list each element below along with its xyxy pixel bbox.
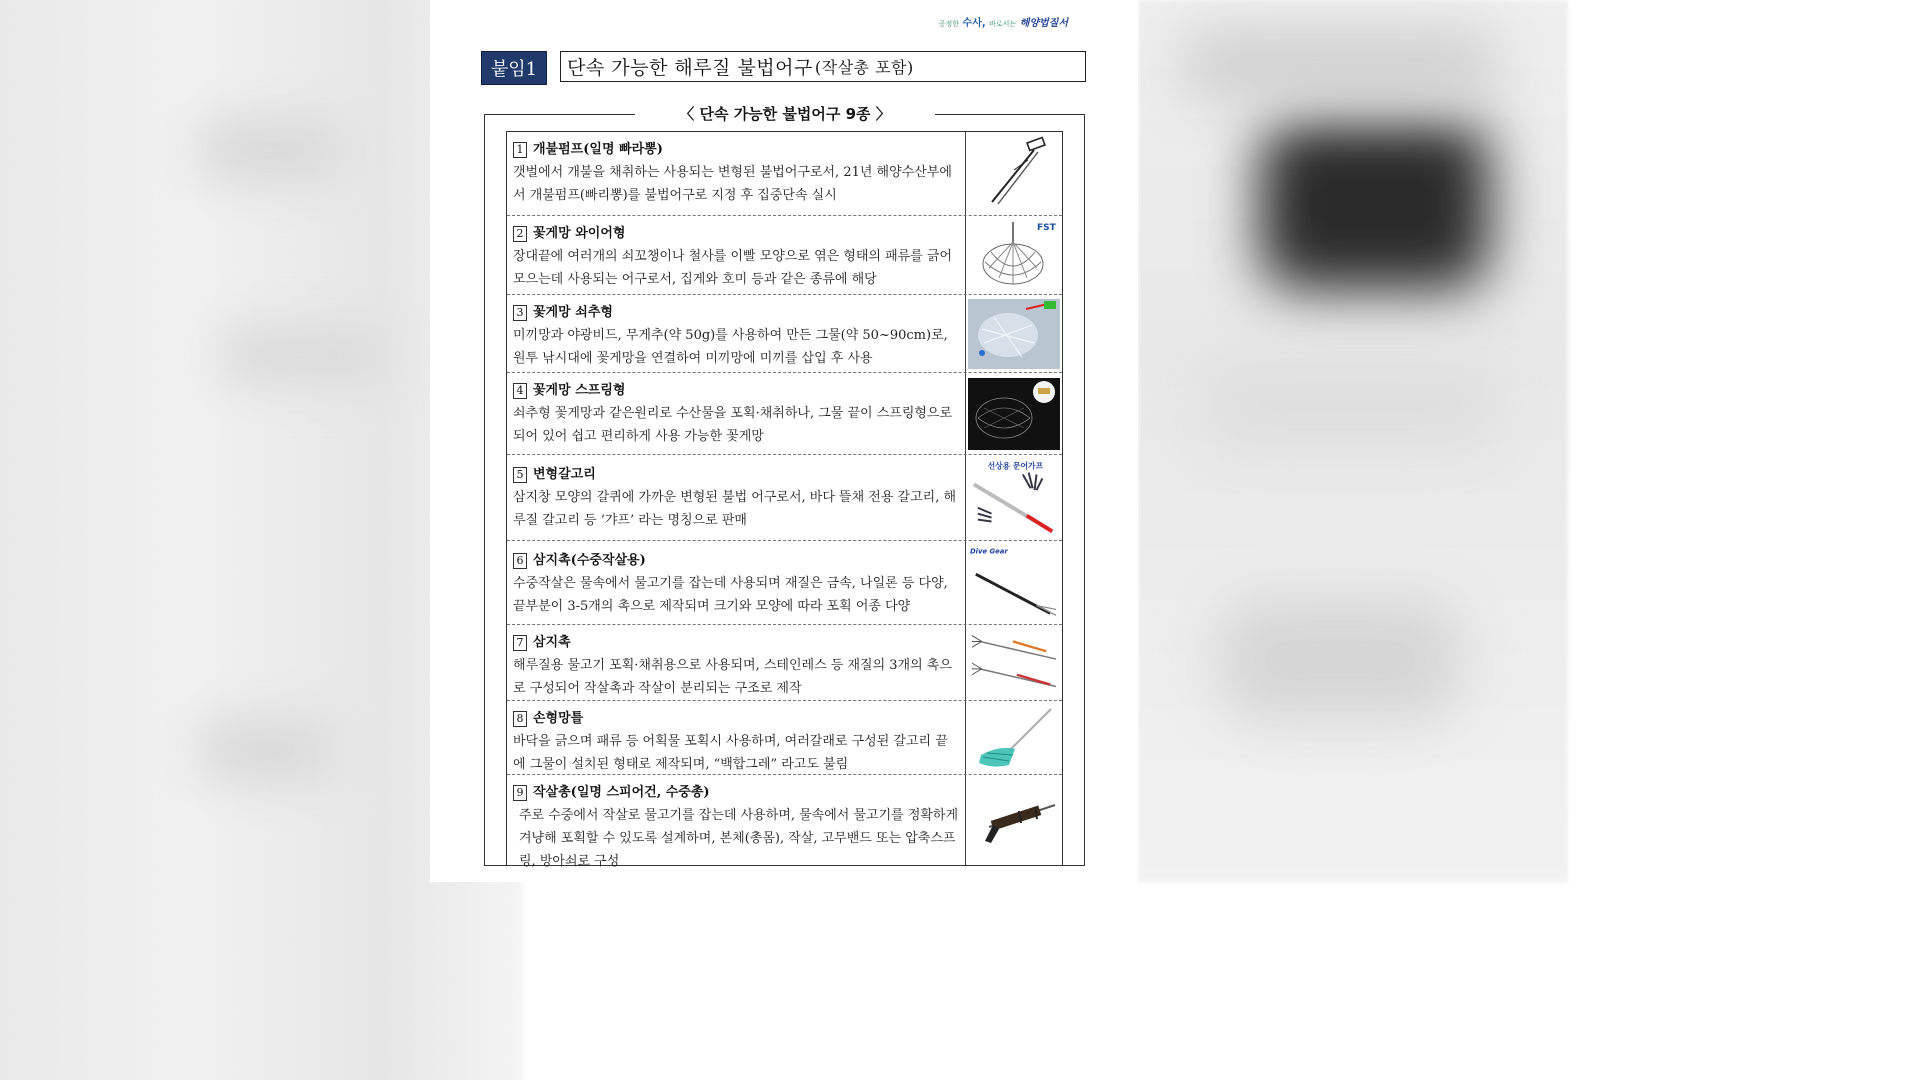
row-title bbox=[513, 222, 959, 245]
row-text bbox=[507, 625, 966, 700]
row-description: 바닥을 긁으며 패류 등 어획물 포획시 사용하며, 여러갈래로 구성된 갈고리 끝에 그물이 설치된 형태로 제작되며, “백합그레” 라고도 불림 bbox=[513, 734, 948, 772]
speargun-icon bbox=[966, 775, 1062, 865]
row-title-text: 손형망틀 bbox=[533, 711, 584, 726]
page-title-main: 단속 가능한 해루질 불법어구 bbox=[567, 57, 813, 79]
row-text bbox=[507, 541, 966, 624]
row-title bbox=[513, 707, 959, 730]
row-number: 3 bbox=[513, 305, 527, 321]
row-number: 5 bbox=[513, 467, 527, 483]
row-description: 주로 수중에서 작살로 물고기를 잡는데 사용하며, 물속에서 물고기를 정확하게 겨냥해 포획할 수 있도록 설계하며, 본체(총몸), 작살, 고무밴드 또는 압축스프링, 방아쇠로 구성 bbox=[519, 808, 959, 869]
row-title-text: 꽃게망 쇠추형 bbox=[533, 305, 613, 320]
net-weight-icon bbox=[966, 295, 1062, 372]
slogan-word: 해양법질서 bbox=[1019, 18, 1068, 29]
table-row bbox=[507, 132, 1062, 216]
spear-tip-icon bbox=[966, 541, 1062, 624]
row-number: 9 bbox=[513, 785, 527, 801]
row-description: 쇠추형 꽃게망과 같은원리로 수산물을 포획·채취하나, 그물 끝이 스프링형으로 되어 있어 쉽고 편리하게 사용 가능한 꽃게망 bbox=[513, 406, 953, 444]
row-title-text: 꽃게망 와이어형 bbox=[533, 226, 626, 241]
row-description: 해루질용 물고기 포획·채취용으로 사용되며, 스테인레스 등 재질의 3개의 촉으로 구성되어 작살촉과 작살이 분리되는 구조로 제작 bbox=[513, 658, 952, 696]
attachment-tag: 붙임1 bbox=[481, 51, 547, 85]
row-number: 6 bbox=[513, 553, 527, 569]
row-number: 2 bbox=[513, 226, 527, 242]
row-text bbox=[507, 455, 966, 540]
table-row bbox=[507, 625, 1062, 701]
hook-icon bbox=[966, 455, 1062, 540]
row-text bbox=[507, 701, 966, 774]
background-blur-shape bbox=[1260, 120, 1490, 290]
row-title-text: 꽃게망 스프링형 bbox=[533, 383, 626, 398]
row-text bbox=[507, 216, 966, 294]
row-title bbox=[513, 463, 959, 486]
hand-net-icon bbox=[966, 701, 1062, 774]
row-title bbox=[513, 301, 959, 324]
page-title-paren: (작살총 포함) bbox=[814, 58, 914, 77]
row-description: 갯벌에서 개불을 채취하는 사용되는 변형된 불법어구로서, 21년 해양수산부에서 개불펌프(빠리뽕)를 불법어구로 지정 후 집중단속 실시 bbox=[513, 165, 952, 203]
row-description: 장대끝에 여러개의 쇠꼬챙이나 철사를 이빨 모양으로 엮은 형태의 패류를 긁어모으는데 사용되는 어구로서, 집게와 호미 등과 같은 종류에 해당 bbox=[513, 249, 953, 287]
trident-icon bbox=[966, 625, 1062, 700]
row-number: 1 bbox=[513, 142, 527, 158]
brand-badge: FST bbox=[1037, 223, 1056, 233]
row-description: 삼지창 모양의 갈퀴에 가까운 변형된 불법 어구로서, 바다 뜰채 전용 갈고리, 해루질 갈고리 등 ‘갸프’ 라는 명칭으로 판매 bbox=[513, 490, 957, 528]
section-caption: 〈 단속 가능한 불법어구 9종 〉 bbox=[635, 103, 935, 124]
table-row bbox=[507, 541, 1062, 625]
background-blur-shape bbox=[200, 720, 330, 780]
document-page bbox=[430, 0, 1138, 882]
row-title-text: 삼지촉(수중작살용) bbox=[533, 553, 646, 568]
spring-net-icon bbox=[966, 373, 1062, 454]
background-blur-shape bbox=[1200, 360, 1500, 450]
table-row bbox=[507, 373, 1062, 455]
row-title bbox=[513, 631, 959, 654]
slogan-word: 수사, bbox=[962, 18, 986, 29]
row-title bbox=[513, 138, 959, 161]
page-title bbox=[560, 51, 1086, 82]
row-number: 7 bbox=[513, 635, 527, 651]
row-text bbox=[507, 295, 966, 372]
brand-badge: Dive Gear bbox=[969, 547, 1008, 556]
table-row bbox=[507, 775, 1062, 869]
row-title bbox=[513, 549, 959, 572]
row-number: 8 bbox=[513, 711, 527, 727]
background-blur-shape bbox=[1220, 600, 1460, 720]
row-text bbox=[507, 373, 966, 454]
wire-basket-icon bbox=[966, 216, 1062, 294]
pump-icon bbox=[966, 132, 1062, 215]
row-title-text: 개불펌프(일명 빠라뽕) bbox=[533, 142, 663, 157]
row-title-text: 삼지촉 bbox=[533, 635, 571, 650]
row-title bbox=[513, 379, 959, 402]
row-title bbox=[513, 781, 959, 804]
row-description: 미끼망과 야광비드, 무게추(약 50g)를 사용하여 만든 그물(약 50~90cm)로, 원투 낚시대에 꽃게망을 연결하여 미끼망에 미끼를 삽입 후 사용 bbox=[513, 328, 948, 366]
background-blur-shape bbox=[200, 120, 340, 180]
table-row bbox=[507, 295, 1062, 373]
slogan-word: 공정한 bbox=[938, 20, 960, 28]
background-blur-shape bbox=[220, 330, 380, 380]
row-description: 수중작살은 물속에서 물고기를 잡는데 사용되며 재질은 금속, 나일론 등 다양, 끝부분이 3-5개의 촉으로 제작되며 크기와 모양에 따라 포획 어종 다양 bbox=[513, 576, 948, 614]
gear-table bbox=[506, 131, 1063, 869]
product-badge: 선상용 문어가프 bbox=[987, 461, 1044, 471]
row-title-text: 변형갈고리 bbox=[533, 467, 596, 482]
row-text bbox=[507, 775, 966, 869]
table-row bbox=[507, 701, 1062, 775]
row-title-text: 작살총(일명 스피어건, 수중총) bbox=[533, 785, 710, 800]
background-blur-shape bbox=[1180, 30, 1500, 100]
row-number: 4 bbox=[513, 383, 527, 399]
row-text bbox=[507, 132, 966, 215]
table-row bbox=[507, 455, 1062, 541]
slogan bbox=[939, 14, 1068, 29]
table-row bbox=[507, 216, 1062, 295]
slogan-word: 바로서는 bbox=[989, 20, 1017, 28]
